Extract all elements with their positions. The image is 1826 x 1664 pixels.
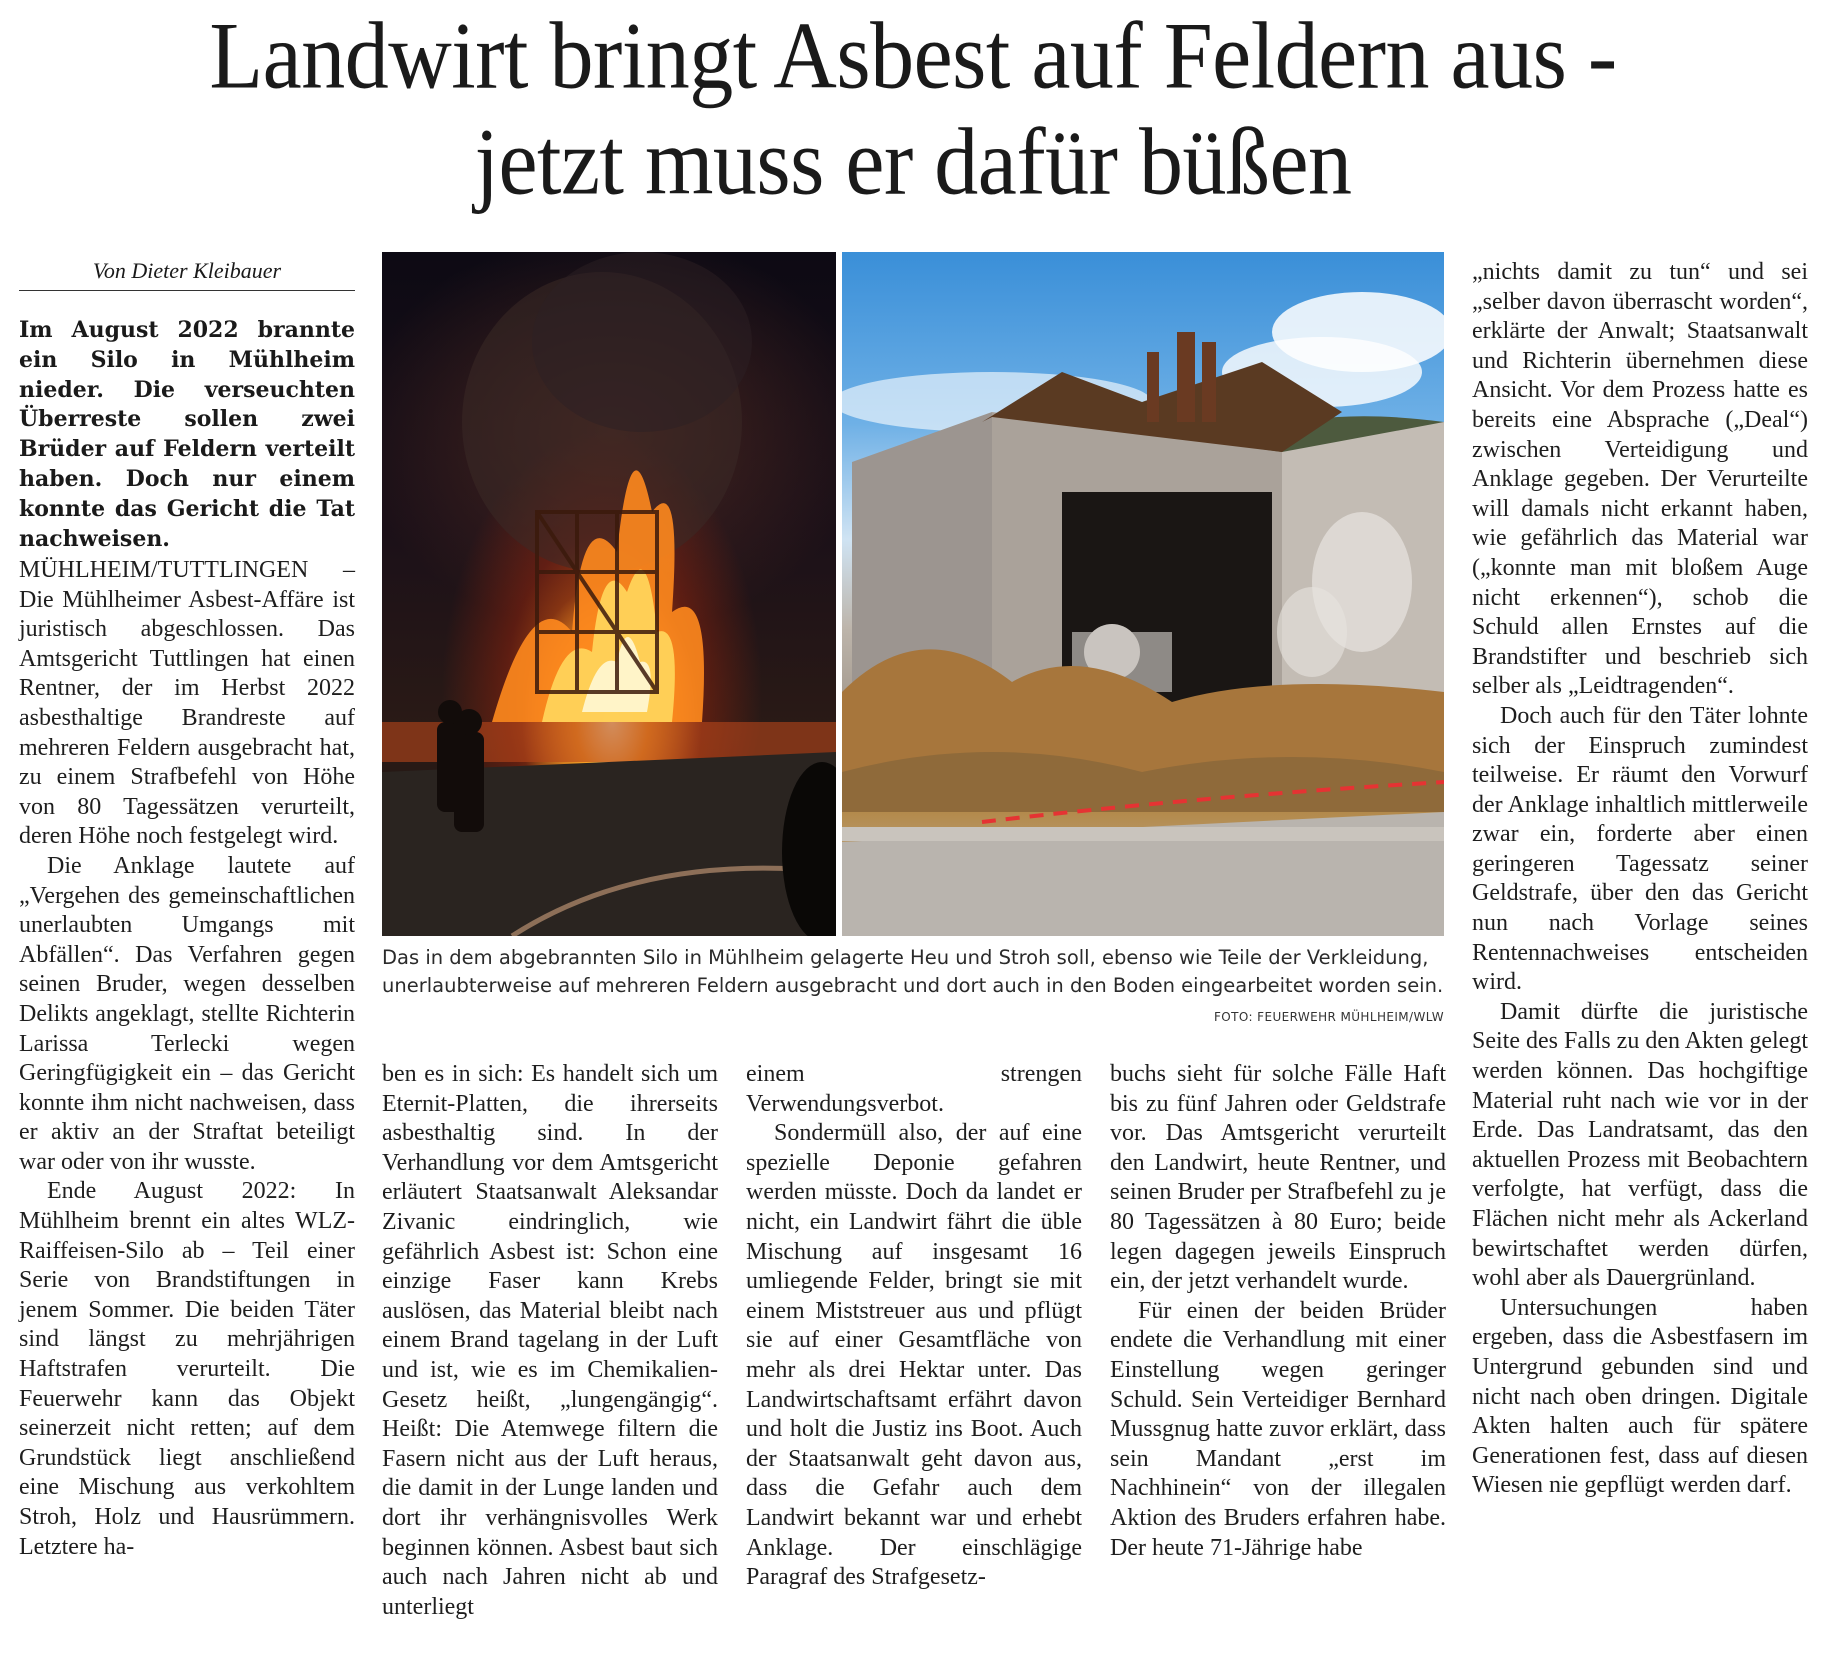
paragraph: Untersuchungen haben ergeben, dass die Asbestfasern im Untergrund gebunden sind und nicht nach oben dringen. Digitale Akten halten auch für spätere Generationen fest, dass auf diesen Wiesen nie gepflügt werden darf. (1472, 1294, 1808, 1499)
lead-paragraph: Im August 2022 brannte ein Silo in Mühlheim nieder. Die verseuchten Überreste sollen zwei Brüder auf Feldern verteilt haben. Doch nur einem konnte das Gericht die Tat nachweisen. (19, 317, 355, 552)
paragraph: ben es in sich: Es handelt sich um Eternit-Platten, die ihrerseits asbesthaltig sind. In der Verhandlung vor dem Amtsgericht erläutert Staatsanwalt Aleksandar Zivanic eindringlich, wie gefährlich Asbest ist: Schon eine einzige Faser kann Krebs auslösen, das Material bleibt nach einem Brand tagelang in der Luft und ist, wie es im Chemikalien-Gesetz heißt, „lungengängig“. Heißt: Die Atemwege filtern die Fasern nicht aus der Luft heraus, die damit in der Lunge landen und dort ihr verhängnisvolles Werk beginnen können. Asbest baut sich auch nach Jahren nicht ab und unterliegt (382, 1061, 718, 1620)
paragraph: Sondermüll also, der auf eine spezielle Deponie gefahren werden müsste. Doch da landet er nicht, ein Landwirt fährt die üble Mischung auf insgesamt 16 umliegende Felder, bringt sie mit einem Miststreuer aus und pflügt sie auf einer Gesamtfläche von mehr als drei Hektar unter. Das Landwirtschaftsamt erfährt davon und holt die Justiz ins Boot. Auch der Staatsanwalt geht davon aus, dass die Gefahr auch dem Landwirt bekannt war und erhebt Anklage. Der einschlägige Paragraf des Strafgesetz- (746, 1120, 1082, 1591)
article-headline (0, 0, 1826, 216)
silo-ruin-photo (842, 252, 1444, 936)
silo-fire-photo (382, 252, 836, 936)
headline-line-1: Landwirt bringt Asbest auf Feldern aus - (209, 4, 1617, 110)
headline-line-2: jetzt muss er dafür büßen (474, 110, 1352, 215)
body-column-1 (19, 556, 355, 1562)
paragraph: Damit dürfte die juristische Seite des Falls zu den Akten gelegt werden können. Das hochgiftige Material ruht nach wie vor in der Erde. Das Landratsamt, das den aktuellen Prozess mit Beobachtern verfolgte, hat verfügt, dass die Flächen nicht mehr als Ackerland bewirtschaftet werden dürfen, wohl aber als Dauergrünland. (1472, 998, 1808, 1292)
paragraph: MÜHLHEIM/TUTTLINGEN – Die Mühlheimer Asbest-Affäre ist juristisch abgeschlossen. Das Amtsgericht Tuttlingen hat einen Rentner, der im Herbst 2022 asbesthaltige Brandreste auf mehreren Feldern ausgebracht hat, zu einem Strafbefehl von Höhe von 80 Tagessätzen verurteilt, deren Höhe noch festgelegt wird. (19, 557, 355, 850)
body-column-4 (1110, 1060, 1446, 1563)
paragraph: Ende August 2022: In Mühlheim brennt ein altes WLZ-Raiffeisen-Silo ab – Teil einer Serie von Brandstiftungen in jenem Sommer. Die beiden Täter sind längst zu mehrjährigen Haftstrafen verurteilt. Die Feuerwehr kann das Objekt seinerzeit nicht retten; auf dem Grundstück liegt anschließend eine Mischung aus verkohltem Stroh, Holz und Hausrümmern. Letztere ha- (19, 1178, 355, 1560)
photo-credit: FOTO: FEUERWEHR MÜHLHEIM/WLW (1214, 1010, 1444, 1024)
paragraph: buchs sieht für solche Fälle Haft bis zu fünf Jahren oder Geldstrafe vor. Das Amtsgericht verurteilt den Landwirt, heute Rentner, und seinen Bruder per Strafbefehl zu je 80 Tagessätzen à 80 Euro; beide legen dagegen jeweils Einspruch ein, der jetzt verhandelt wurde. (1110, 1061, 1446, 1295)
photo-caption: Das in dem abgebrannten Silo in Mühlheim gelagerte Heu und Stroh soll, ebenso wie Teile der Verkleidung, unerlaubterweise auf mehreren Feldern ausgebracht und dort auch in den Boden eingearbeitet worden sein. (382, 946, 1444, 997)
silo-ruin-illustration (842, 252, 1444, 936)
paragraph: Die Anklage lautete auf „Vergehen des gemeinschaftlichen unerlaubten Umgangs mit Abfällen“. Das Verfahren gegen seinen Bruder, wegen desselben Delikts angeklagt, stellte Richterin Larissa Terlecki wegen Geringfügigkeit ein – das Gericht konnte ihm nicht nachweisen, dass er aktiv an der Straftat beteiligt war oder von ihr wusste. (19, 852, 355, 1175)
body-column-3 (746, 1060, 1082, 1593)
paragraph: Für einen der beiden Brüder endete die Verhandlung mit einer Einstellung wegen geringer Schuld. Sein Verteidiger Bernhard Mussgnug hatte zuvor erklärt, dass sein Mandant „erst im Nachhinein“ von der illegalen Aktion des Bruders erfahren habe. Der heute 71-Jährige habe (1110, 1297, 1446, 1561)
paragraph: Doch auch für den Täter lohnte sich der Einspruch zumindest teilweise. Er räumt den Vorwurf der Anklage inhaltlich mittlerweile zwar ein, forderte aber einen geringeren Tagessatz seiner Geldstrafe, über den das Gericht nun nach Vorlage seines Rentennachweises entscheiden wird. (1472, 702, 1808, 996)
body-column-5 (1472, 258, 1808, 1501)
body-column-2 (382, 1060, 718, 1622)
paragraph: einem strengen Verwendungsverbot. (746, 1061, 1082, 1117)
byline: Von Dieter Kleibauer (19, 258, 355, 291)
paragraph: „nichts damit zu tun“ und sei „selber davon überrascht worden“, erklärte der Anwalt; Staatsanwalt und Richterin übernehmen diese Ansicht. Vor dem Prozess hatte es bereits eine Absprache („Deal“) zwischen Verteidigung und Anklage gegeben. Der Verurteilte will damals nicht erkannt haben, wie gefährlich das Material war („konnte man mit bloßem Auge nicht erkennen“), schob die Schuld allen Ernstes auf die Brandstifter und beschrieb sich selber als „Leidtragenden“. (1472, 259, 1808, 700)
silo-fire-illustration (382, 252, 836, 936)
